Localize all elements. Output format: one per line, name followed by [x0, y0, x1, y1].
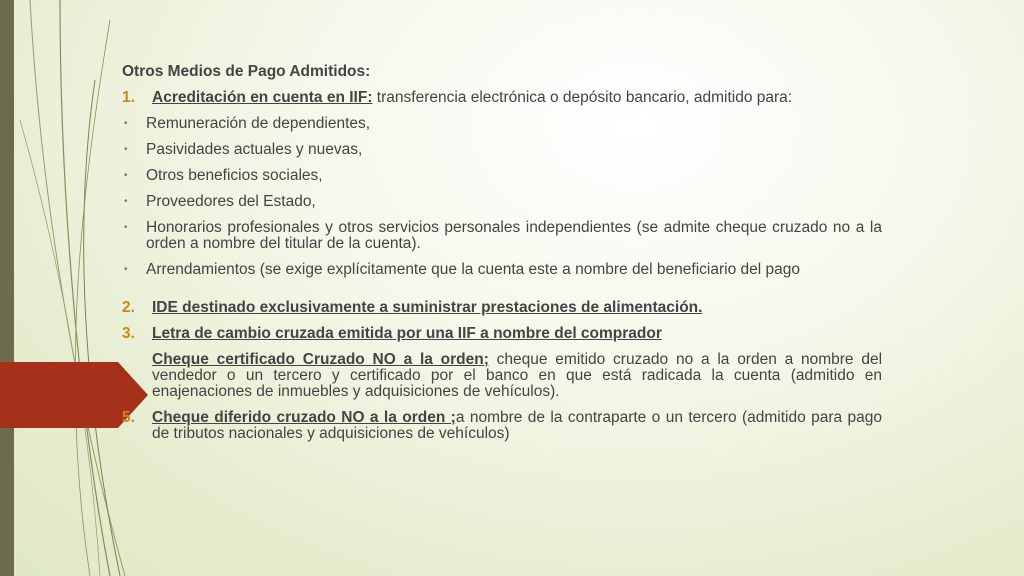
- item3-title: Letra de cambio cruzada emitida por una IIF a nombre del comprador: [152, 325, 662, 342]
- list-item-5: [122, 410, 882, 442]
- slide-heading: Otros Medios de Pago Admitidos:: [122, 63, 371, 80]
- item5-text: a nombre de la contraparte o un tercero (admitido para pago de tributos nacionales y adquisiciones de vehículos): [152, 409, 882, 442]
- list-item-2: [122, 300, 882, 316]
- bullet-item: [122, 220, 882, 252]
- list-marker-3: 3.: [122, 325, 135, 342]
- bullet-item: [122, 262, 882, 278]
- item4-title: Cheque certificado Cruzado NO a la orden;: [152, 351, 489, 368]
- list-marker-2: 2.: [122, 299, 135, 316]
- item1-title: Acreditación en cuenta en IIF:: [152, 89, 373, 106]
- item4-text: cheque emitido cruzado no a la orden a nombre del vendedor o un tercero y certificado por el banco en que está radicada la cuenta (admitido en enajenaciones de inmuebles y adquisiciones de vehículos).: [152, 351, 883, 400]
- bullet-dot: •: [124, 196, 128, 207]
- bullet-text: Honorarios profesionales y otros servicios personales independientes (se admite cheque cruzado no a la orden a nombre del titular de la cuenta).: [146, 219, 882, 252]
- list-item-1: [122, 90, 882, 106]
- bullet-dot: •: [124, 118, 128, 129]
- bullet-text: Arrendamientos (se exige explícitamente que la cuenta este a nombre del beneficiario del pago: [146, 261, 800, 278]
- list-item-3: [122, 326, 882, 342]
- item2-title: IDE destinado exclusivamente a suministrar prestaciones de alimentación.: [152, 299, 703, 316]
- bullet-text: Otros beneficios sociales,: [146, 167, 323, 184]
- item1-text: transferencia electrónica o depósito bancario, admitido para:: [372, 89, 793, 106]
- list-item-4: [122, 352, 882, 400]
- bullet-dot: •: [124, 264, 128, 275]
- item5-title: Cheque diferido cruzado NO a la orden ;: [152, 409, 456, 426]
- bullet-dot: •: [124, 144, 128, 155]
- bullet-text: Remuneración de dependientes,: [146, 115, 371, 132]
- bullet-dot: •: [124, 170, 128, 181]
- bullet-item: [122, 116, 882, 132]
- bullet-dot: •: [124, 222, 128, 233]
- bullet-text: Proveedores del Estado,: [146, 193, 316, 210]
- bullet-item: [122, 168, 882, 184]
- bullet-item: [122, 194, 882, 210]
- list-marker-1: 1.: [122, 89, 135, 106]
- bullet-text: Pasividades actuales y nuevas,: [146, 141, 363, 158]
- list-marker-5: 5.: [122, 409, 135, 426]
- slide-content: [122, 64, 882, 452]
- bullet-item: [122, 142, 882, 158]
